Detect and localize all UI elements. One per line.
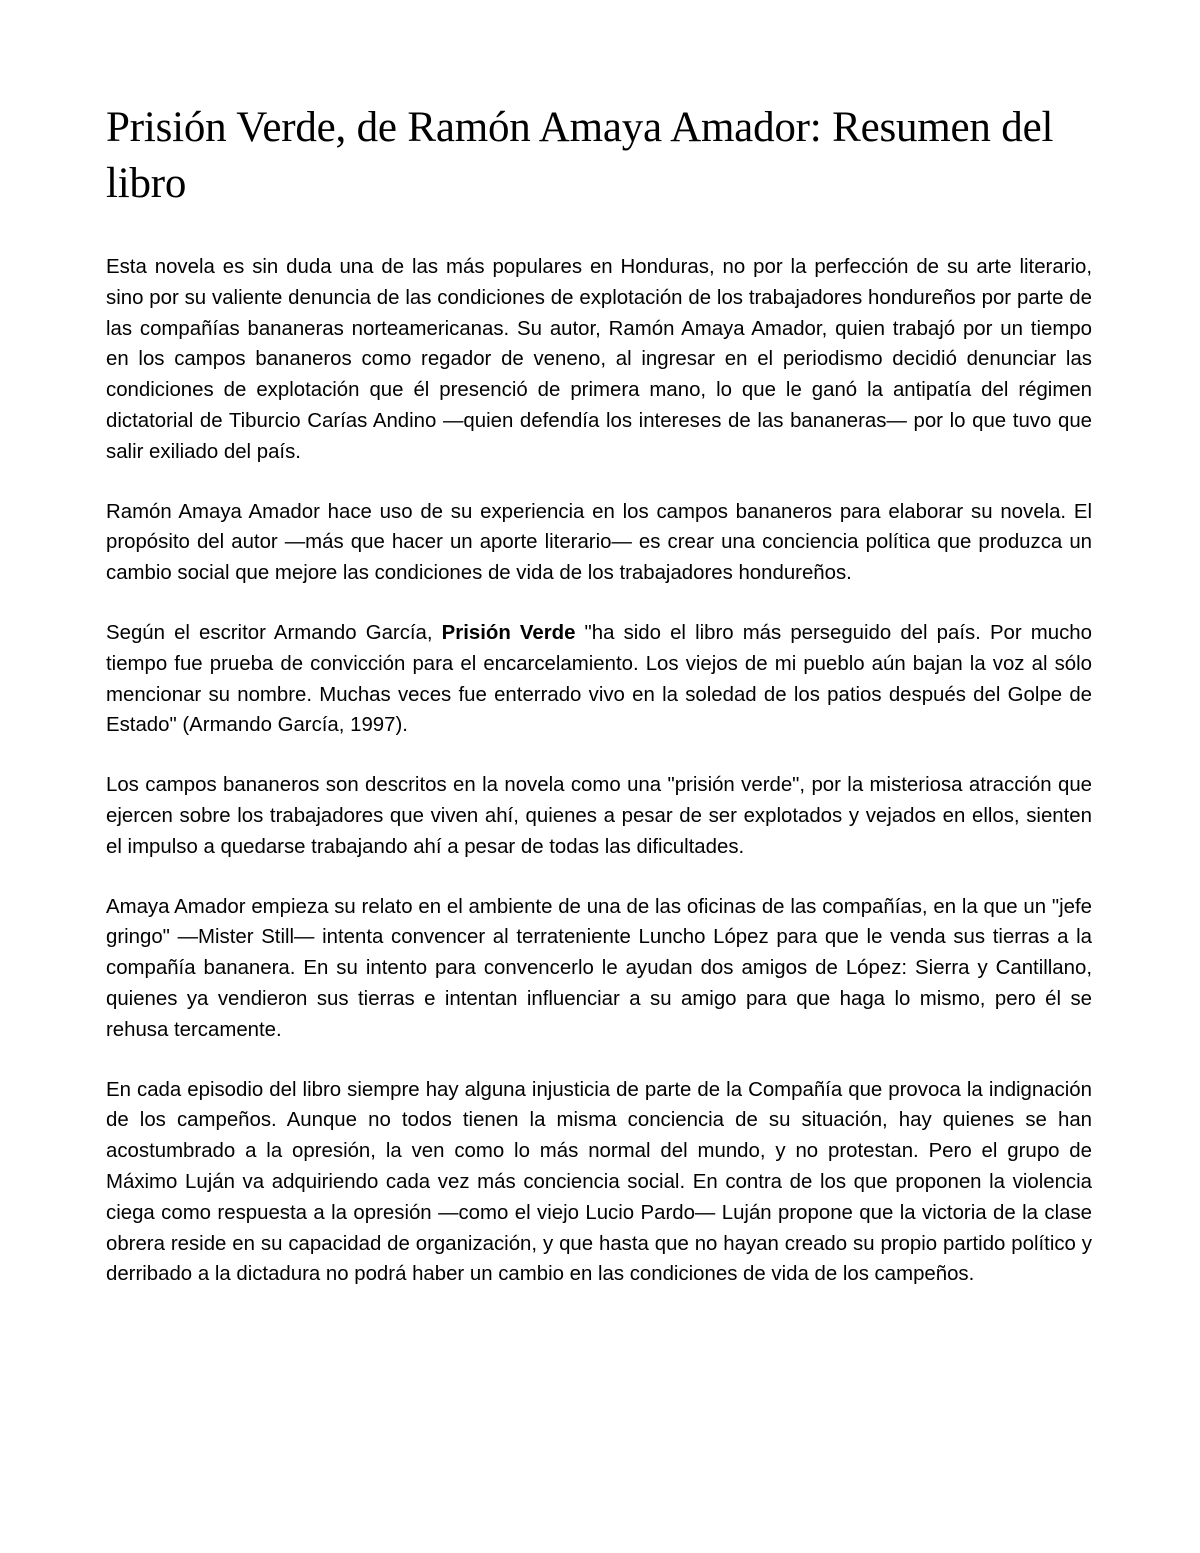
book-title-bold: Prisión Verde xyxy=(441,621,576,644)
paragraph-2: Ramón Amaya Amador hace uso de su experiencia en los campos bananeros para elaborar su novela. El propósito del autor —más que hacer un aporte literario— es crear una conciencia política que produzca un cambio social que mejore las condiciones de vida de los trabajadores hondureños. xyxy=(106,500,1092,585)
document-page xyxy=(106,100,1092,1319)
page-title: Prisión Verde, de Ramón Amaya Amador: Resumen del libro xyxy=(106,104,1054,207)
paragraph-6: En cada episodio del libro siempre hay alguna injusticia de parte de la Compañía que provoca la indignación de los campeños. Aunque no todos tienen la misma conciencia de su situación, hay quienes se han acostumbrado a la opresión, la ven como lo más normal del mundo, y no protestan. Pero el grupo de Máximo Luján va adquiriendo cada vez más conciencia social. En contra de los que proponen la violencia ciega como respuesta a la opresión —como el viejo Lucio Pardo— Luján propone que la victoria de la clase obrera reside en su capacidad de organización, y que hasta que no hayan creado su propio partido político y derribado a la dictadura no podrá haber un cambio en las condiciones de vida de los campeños. xyxy=(106,1078,1092,1286)
paragraph-4: Los campos bananeros son descritos en la novela como una "prisión verde", por la misteriosa atracción que ejercen sobre los trabajadores que viven ahí, quienes a pesar de ser explotados y vejados en ellos, sienten el impulso a quedarse trabajando ahí a pesar de todas las dificultades. xyxy=(106,774,1092,858)
paragraph-1: Esta novela es sin duda una de las más populares en Honduras, no por la perfección de su arte literario, sino por su valiente denuncia de las condiciones de explotación de los trabajadores hondureños por parte de las compañías bananeras norteamericanas. Su autor, Ramón Amaya Amador, quien trabajó por un tiempo en los campos bananeros como regador de veneno, al ingresar en el periodismo decidió denunciar las condiciones de explotación que él presenció de primera mano, lo que le ganó la antipatía del régimen dictatorial de Tiburcio Carías Andino —quien defendía los intereses de las bananeras— por lo que tuvo que salir exiliado del país. xyxy=(106,256,1092,463)
paragraph-3 xyxy=(106,618,1092,741)
paragraph-3-intro: Según el escritor Armando García, xyxy=(106,621,442,644)
paragraph-3-quote: "ha sido el libro más perseguido del país. Por mucho tiempo fue prueba de convicción para el encarcelamiento. Los viejos de mi pueblo aún bajan la voz al sólo mencionar su nombre. Muchas veces fue enterrado vivo en la soledad de los patios después del Golpe de Estado" (Armando García, 1997). xyxy=(106,621,1092,737)
paragraph-5: Amaya Amador empieza su relato en el ambiente de una de las oficinas de las compañías, en la que un "jefe gringo" —Mister Still— intenta convencer al terrateniente Luncho López para que le venda sus tierras a la compañía bananera. En su intento para convencerlo le ayudan dos amigos de López: Sierra y Cantillano, quienes ya vendieron sus tierras e intentan influenciar a su amigo para que haga lo mismo, pero él se rehusa tercamente. xyxy=(106,895,1092,1041)
